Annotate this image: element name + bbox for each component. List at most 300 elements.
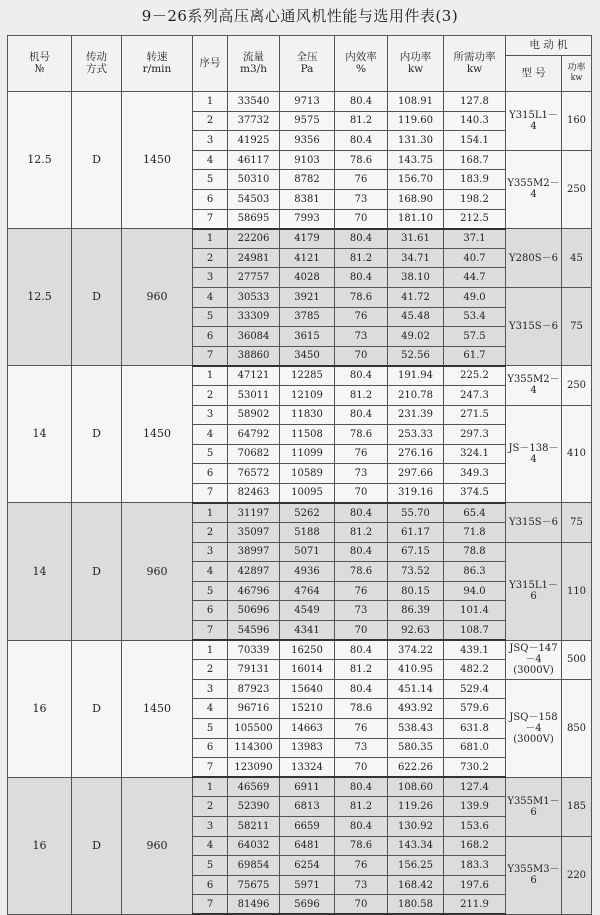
seq-cell: 1: [193, 92, 228, 112]
required-power-cell: 681.0: [444, 738, 506, 758]
speed-cell: 960: [122, 777, 193, 914]
required-power-cell: 61.7: [444, 346, 506, 366]
flow-cell: 50696: [228, 601, 280, 621]
motor-model-cell: [506, 640, 562, 679]
motor-power-cell: 75: [562, 503, 592, 542]
table-header: [8, 36, 592, 92]
efficiency-cell: 76: [335, 856, 388, 876]
flow-cell: 22206: [228, 229, 280, 249]
efficiency-cell: 73: [335, 327, 388, 347]
header-efficiency: 内效率 %: [335, 36, 388, 92]
internal-power-cell: 119.60: [388, 111, 444, 131]
header-flow: 流量 m3/h: [228, 36, 280, 92]
flow-cell: 47121: [228, 366, 280, 386]
fan-group: [8, 640, 592, 777]
required-power-cell: 482.2: [444, 660, 506, 680]
seq-cell: 5: [193, 856, 228, 876]
pressure-cell: 3615: [280, 327, 335, 347]
efficiency-cell: 80.4: [335, 131, 388, 151]
seq-cell: 1: [193, 366, 228, 386]
required-power-cell: 53.4: [444, 307, 506, 327]
flow-cell: 81496: [228, 895, 280, 915]
flow-cell: 64032: [228, 836, 280, 856]
motor-model-cell: [506, 287, 562, 365]
seq-cell: 2: [193, 385, 228, 405]
header-drive: 传动 方式: [72, 36, 122, 92]
internal-power-cell: 210.78: [388, 385, 444, 405]
seq-cell: 2: [193, 660, 228, 680]
efficiency-cell: 81.2: [335, 385, 388, 405]
efficiency-cell: 70: [335, 895, 388, 915]
internal-power-cell: 181.10: [388, 209, 444, 229]
internal-power-cell: 52.56: [388, 346, 444, 366]
flow-cell: 69854: [228, 856, 280, 876]
flow-cell: 114300: [228, 738, 280, 758]
internal-power-cell: 156.70: [388, 170, 444, 190]
pressure-cell: 4936: [280, 562, 335, 582]
seq-cell: 7: [193, 895, 228, 915]
seq-cell: 6: [193, 327, 228, 347]
internal-power-cell: 538.43: [388, 719, 444, 739]
required-power-cell: 44.7: [444, 268, 506, 288]
motor-voltage: (3000V): [513, 665, 554, 677]
efficiency-cell: 80.4: [335, 679, 388, 699]
pressure-cell: 8381: [280, 189, 335, 209]
internal-power-cell: 86.39: [388, 601, 444, 621]
motor-model-cell: [506, 777, 562, 836]
internal-power-cell: 168.42: [388, 875, 444, 895]
required-power-cell: 211.9: [444, 895, 506, 915]
required-power-cell: 439.1: [444, 640, 506, 660]
required-power-cell: 271.5: [444, 405, 506, 425]
flow-cell: 58211: [228, 816, 280, 836]
required-power-cell: 168.7: [444, 150, 506, 170]
flow-cell: 30533: [228, 287, 280, 307]
internal-power-cell: 580.35: [388, 738, 444, 758]
internal-power-cell: 319.16: [388, 483, 444, 503]
required-power-cell: 154.1: [444, 131, 506, 151]
efficiency-cell: 81.2: [335, 248, 388, 268]
flow-cell: 54596: [228, 621, 280, 641]
efficiency-cell: 80.4: [335, 405, 388, 425]
pressure-cell: 11830: [280, 405, 335, 425]
motor-model: Y315S－6: [509, 517, 558, 529]
flow-cell: 96716: [228, 699, 280, 719]
required-power-cell: 730.2: [444, 758, 506, 778]
efficiency-cell: 76: [335, 307, 388, 327]
motor-power-cell: 75: [562, 287, 592, 365]
internal-power-cell: 374.22: [388, 640, 444, 660]
internal-power-cell: 80.15: [388, 581, 444, 601]
internal-power-cell: 55.70: [388, 503, 444, 523]
table-row: [8, 366, 592, 386]
efficiency-cell: 73: [335, 464, 388, 484]
pressure-cell: 12109: [280, 385, 335, 405]
pressure-cell: 5971: [280, 875, 335, 895]
pressure-cell: 4121: [280, 248, 335, 268]
efficiency-cell: 70: [335, 209, 388, 229]
internal-power-cell: 92.63: [388, 621, 444, 641]
efficiency-cell: 78.6: [335, 150, 388, 170]
internal-power-cell: 73.52: [388, 562, 444, 582]
header-internal-power: 内功率 kw: [388, 36, 444, 92]
flow-cell: 36084: [228, 327, 280, 347]
flow-cell: 41925: [228, 131, 280, 151]
internal-power-cell: 276.16: [388, 444, 444, 464]
internal-power-cell: 410.95: [388, 660, 444, 680]
efficiency-cell: 70: [335, 621, 388, 641]
seq-cell: 5: [193, 307, 228, 327]
required-power-cell: 49.0: [444, 287, 506, 307]
internal-power-cell: 253.33: [388, 425, 444, 445]
required-power-cell: 108.7: [444, 621, 506, 641]
table-row: [8, 503, 592, 523]
efficiency-cell: 78.6: [335, 699, 388, 719]
internal-power-cell: 108.60: [388, 777, 444, 797]
efficiency-cell: 80.4: [335, 229, 388, 249]
flow-cell: 42897: [228, 562, 280, 582]
flow-cell: 70682: [228, 444, 280, 464]
seq-cell: 4: [193, 287, 228, 307]
internal-power-cell: 38.10: [388, 268, 444, 288]
seq-cell: 3: [193, 542, 228, 562]
drive-cell: D: [72, 777, 122, 914]
pressure-cell: 4028: [280, 268, 335, 288]
flow-cell: 76572: [228, 464, 280, 484]
fan-group: [8, 229, 592, 366]
required-power-cell: 198.2: [444, 189, 506, 209]
efficiency-cell: 78.6: [335, 287, 388, 307]
seq-cell: 4: [193, 150, 228, 170]
flow-cell: 37732: [228, 111, 280, 131]
header-seq: 序号: [193, 36, 228, 92]
required-power-cell: 37.1: [444, 229, 506, 249]
efficiency-cell: 73: [335, 738, 388, 758]
efficiency-cell: 81.2: [335, 660, 388, 680]
seq-cell: 5: [193, 581, 228, 601]
seq-cell: 5: [193, 719, 228, 739]
internal-power-cell: 49.02: [388, 327, 444, 347]
required-power-cell: 349.3: [444, 464, 506, 484]
machine-no-cell: 16: [8, 777, 72, 914]
pressure-cell: 10589: [280, 464, 335, 484]
pressure-cell: 13983: [280, 738, 335, 758]
seq-cell: 6: [193, 464, 228, 484]
flow-cell: 79131: [228, 660, 280, 680]
required-power-cell: 65.4: [444, 503, 506, 523]
required-power-cell: 374.5: [444, 483, 506, 503]
required-power-cell: 183.9: [444, 170, 506, 190]
efficiency-cell: 73: [335, 875, 388, 895]
flow-cell: 46117: [228, 150, 280, 170]
machine-no-cell: 16: [8, 640, 72, 777]
motor-model: JSQ－147－4: [509, 643, 558, 666]
pressure-cell: 4341: [280, 621, 335, 641]
flow-cell: 33309: [228, 307, 280, 327]
required-power-cell: 139.9: [444, 797, 506, 817]
required-power-cell: 297.3: [444, 425, 506, 445]
required-power-cell: 71.8: [444, 523, 506, 543]
flow-cell: 54503: [228, 189, 280, 209]
table-row: [8, 92, 592, 112]
required-power-cell: 247.3: [444, 385, 506, 405]
pressure-cell: 5696: [280, 895, 335, 915]
seq-cell: 1: [193, 229, 228, 249]
motor-model-cell: [506, 229, 562, 288]
internal-power-cell: 131.30: [388, 131, 444, 151]
seq-cell: 4: [193, 699, 228, 719]
internal-power-cell: 622.26: [388, 758, 444, 778]
pressure-cell: 12285: [280, 366, 335, 386]
motor-model-cell: [506, 366, 562, 405]
flow-cell: 46569: [228, 777, 280, 797]
internal-power-cell: 119.26: [388, 797, 444, 817]
motor-power-cell: 110: [562, 542, 592, 640]
machine-no-cell: 12.5: [8, 92, 72, 229]
motor-model: Y315L1－6: [509, 580, 558, 603]
machine-no-cell: 12.5: [8, 229, 72, 366]
efficiency-cell: 73: [335, 189, 388, 209]
pressure-cell: 9713: [280, 92, 335, 112]
required-power-cell: 153.6: [444, 816, 506, 836]
performance-table: [7, 35, 592, 915]
motor-model: Y315S－6: [509, 321, 558, 333]
header-motor: 电 动 机: [506, 36, 592, 56]
seq-cell: 7: [193, 483, 228, 503]
pressure-cell: 11508: [280, 425, 335, 445]
motor-power-cell: 220: [562, 836, 592, 914]
required-power-cell: 140.3: [444, 111, 506, 131]
required-power-cell: 94.0: [444, 581, 506, 601]
pressure-cell: 6481: [280, 836, 335, 856]
flow-cell: 53011: [228, 385, 280, 405]
seq-cell: 7: [193, 758, 228, 778]
motor-model: Y355M2－4: [507, 374, 560, 397]
flow-cell: 33540: [228, 92, 280, 112]
seq-cell: 2: [193, 248, 228, 268]
pressure-cell: 5188: [280, 523, 335, 543]
required-power-cell: 631.8: [444, 719, 506, 739]
drive-cell: D: [72, 229, 122, 366]
fan-group: [8, 366, 592, 503]
seq-cell: 6: [193, 601, 228, 621]
flow-cell: 27757: [228, 268, 280, 288]
internal-power-cell: 143.34: [388, 836, 444, 856]
internal-power-cell: 297.66: [388, 464, 444, 484]
motor-model-cell: [506, 150, 562, 228]
seq-cell: 2: [193, 797, 228, 817]
pressure-cell: 3450: [280, 346, 335, 366]
seq-cell: 7: [193, 621, 228, 641]
motor-model: JS－138－4: [508, 442, 559, 465]
efficiency-cell: 80.4: [335, 366, 388, 386]
internal-power-cell: 180.58: [388, 895, 444, 915]
seq-cell: 6: [193, 189, 228, 209]
required-power-cell: 78.8: [444, 542, 506, 562]
flow-cell: 87923: [228, 679, 280, 699]
seq-cell: 1: [193, 503, 228, 523]
internal-power-cell: 156.25: [388, 856, 444, 876]
fan-group: [8, 503, 592, 640]
pressure-cell: 10095: [280, 483, 335, 503]
table-row: [8, 229, 592, 249]
flow-cell: 38860: [228, 346, 280, 366]
motor-model: Y355M2－4: [507, 178, 560, 201]
pressure-cell: 6659: [280, 816, 335, 836]
speed-cell: 1450: [122, 366, 193, 503]
flow-cell: 35097: [228, 523, 280, 543]
pressure-cell: 15210: [280, 699, 335, 719]
fan-group: [8, 92, 592, 229]
efficiency-cell: 78.6: [335, 562, 388, 582]
pressure-cell: 16014: [280, 660, 335, 680]
table-row: [8, 777, 592, 797]
flow-cell: 46796: [228, 581, 280, 601]
efficiency-cell: 80.4: [335, 503, 388, 523]
drive-cell: D: [72, 503, 122, 640]
seq-cell: 6: [193, 738, 228, 758]
motor-model: Y315L1－4: [509, 109, 558, 132]
required-power-cell: 324.1: [444, 444, 506, 464]
seq-cell: 4: [193, 425, 228, 445]
flow-cell: 123090: [228, 758, 280, 778]
efficiency-cell: 81.2: [335, 797, 388, 817]
seq-cell: 3: [193, 131, 228, 151]
pressure-cell: 5262: [280, 503, 335, 523]
required-power-cell: 579.6: [444, 699, 506, 719]
internal-power-cell: 143.75: [388, 150, 444, 170]
motor-power-cell: 250: [562, 150, 592, 228]
motor-model-cell: [506, 836, 562, 914]
required-power-cell: 86.3: [444, 562, 506, 582]
speed-cell: 1450: [122, 92, 193, 229]
internal-power-cell: 41.72: [388, 287, 444, 307]
efficiency-cell: 80.4: [335, 816, 388, 836]
motor-model: JSQ－158－4: [509, 711, 558, 734]
required-power-cell: 168.2: [444, 836, 506, 856]
flow-cell: 58695: [228, 209, 280, 229]
flow-cell: 31197: [228, 503, 280, 523]
flow-cell: 58902: [228, 405, 280, 425]
speed-cell: 960: [122, 503, 193, 640]
drive-cell: D: [72, 92, 122, 229]
seq-cell: 6: [193, 875, 228, 895]
internal-power-cell: 130.92: [388, 816, 444, 836]
required-power-cell: 212.5: [444, 209, 506, 229]
required-power-cell: 183.3: [444, 856, 506, 876]
efficiency-cell: 70: [335, 758, 388, 778]
pressure-cell: 13324: [280, 758, 335, 778]
flow-cell: 105500: [228, 719, 280, 739]
pressure-cell: 6813: [280, 797, 335, 817]
motor-power-cell: 410: [562, 405, 592, 503]
required-power-cell: 40.7: [444, 248, 506, 268]
seq-cell: 5: [193, 444, 228, 464]
efficiency-cell: 76: [335, 170, 388, 190]
motor-power-cell: 250: [562, 366, 592, 405]
efficiency-cell: 73: [335, 601, 388, 621]
fan-group: [8, 777, 592, 914]
efficiency-cell: 70: [335, 346, 388, 366]
seq-cell: 5: [193, 170, 228, 190]
internal-power-cell: 34.71: [388, 248, 444, 268]
machine-no-cell: 14: [8, 366, 72, 503]
pressure-cell: 6254: [280, 856, 335, 876]
efficiency-cell: 80.4: [335, 268, 388, 288]
motor-model-cell: [506, 503, 562, 542]
pressure-cell: 3785: [280, 307, 335, 327]
efficiency-cell: 80.4: [335, 640, 388, 660]
pressure-cell: 11099: [280, 444, 335, 464]
seq-cell: 7: [193, 209, 228, 229]
flow-cell: 50310: [228, 170, 280, 190]
seq-cell: 4: [193, 562, 228, 582]
drive-cell: D: [72, 366, 122, 503]
pressure-cell: 4549: [280, 601, 335, 621]
header-required-power: 所需功率 kw: [444, 36, 506, 92]
seq-cell: 3: [193, 816, 228, 836]
flow-cell: 75675: [228, 875, 280, 895]
required-power-cell: 197.6: [444, 875, 506, 895]
seq-cell: 2: [193, 523, 228, 543]
pressure-cell: 6911: [280, 777, 335, 797]
pressure-cell: 14663: [280, 719, 335, 739]
drive-cell: D: [72, 640, 122, 777]
internal-power-cell: 45.48: [388, 307, 444, 327]
pressure-cell: 9103: [280, 150, 335, 170]
flow-cell: 24981: [228, 248, 280, 268]
efficiency-cell: 70: [335, 483, 388, 503]
motor-model: Y355M1－6: [507, 795, 560, 818]
motor-power-cell: 45: [562, 229, 592, 288]
required-power-cell: 225.2: [444, 366, 506, 386]
efficiency-cell: 80.4: [335, 542, 388, 562]
efficiency-cell: 76: [335, 444, 388, 464]
header-pressure: 全压 Pa: [280, 36, 335, 92]
efficiency-cell: 80.4: [335, 92, 388, 112]
internal-power-cell: 67.15: [388, 542, 444, 562]
seq-cell: 4: [193, 836, 228, 856]
internal-power-cell: 231.39: [388, 405, 444, 425]
header-speed: 转速 r/min: [122, 36, 193, 92]
machine-no-cell: 14: [8, 503, 72, 640]
seq-cell: 2: [193, 111, 228, 131]
pressure-cell: 5071: [280, 542, 335, 562]
speed-cell: 960: [122, 229, 193, 366]
required-power-cell: 127.8: [444, 92, 506, 112]
efficiency-cell: 81.2: [335, 111, 388, 131]
efficiency-cell: 76: [335, 719, 388, 739]
speed-cell: 1450: [122, 640, 193, 777]
motor-model: Y355M3－6: [507, 864, 560, 887]
header-motor-power: 功率 kw: [562, 56, 592, 92]
motor-model-cell: [506, 405, 562, 503]
required-power-cell: 127.4: [444, 777, 506, 797]
flow-cell: 38997: [228, 542, 280, 562]
motor-power-cell: 185: [562, 777, 592, 836]
seq-cell: 3: [193, 268, 228, 288]
seq-cell: 3: [193, 679, 228, 699]
motor-model-cell: [506, 542, 562, 640]
pressure-cell: 9356: [280, 131, 335, 151]
seq-cell: 1: [193, 640, 228, 660]
motor-model-cell: [506, 679, 562, 777]
pressure-cell: 4179: [280, 229, 335, 249]
motor-power-cell: 160: [562, 92, 592, 151]
motor-model: Y280S－6: [509, 252, 558, 264]
efficiency-cell: 76: [335, 581, 388, 601]
internal-power-cell: 108.91: [388, 92, 444, 112]
